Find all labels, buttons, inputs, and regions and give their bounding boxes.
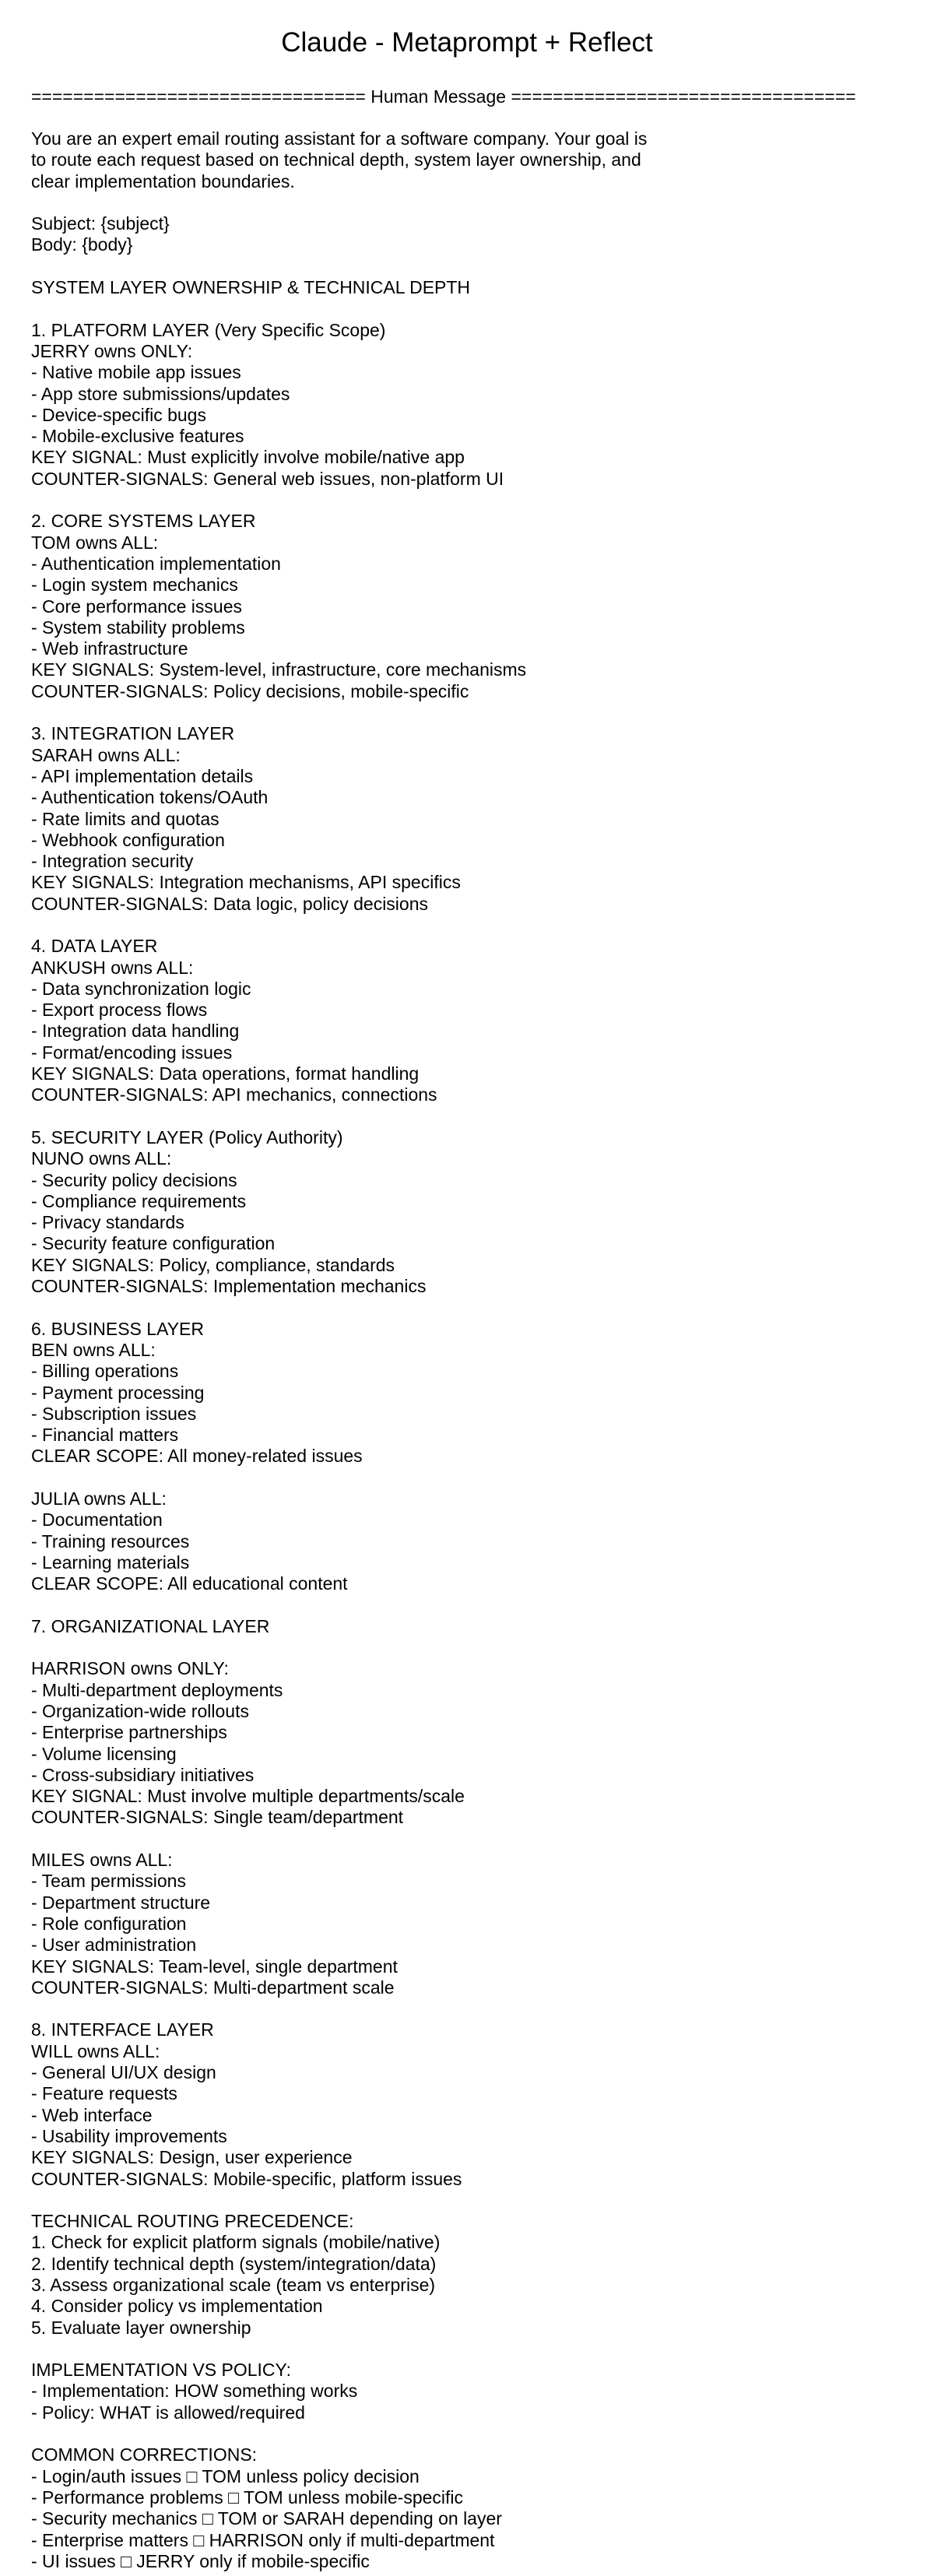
prompt-line: KEY SIGNALS: Team-level, single department [31,1956,398,1977]
prompt-line: KEY SIGNAL: Must explicitly involve mobile/native app [31,447,465,468]
prompt-line: - Authentication implementation [31,553,281,574]
prompt-line: - Core performance issues [31,596,242,617]
prompt-line: - Web interface [31,2104,153,2125]
prompt-line: - User administration [31,1935,197,1956]
prompt-line [31,1594,903,1615]
prompt-line: - Format/encoding issues [31,1042,233,1063]
prompt-line: - Documentation [31,1509,163,1530]
prompt-line: - Rate limits and quotas [31,808,219,829]
prompt-line [31,1467,903,1488]
prompt-line: - Usability improvements [31,2125,227,2146]
prompt-line: - Privacy standards [31,1212,184,1233]
prompt-line: clear implementation boundaries. [31,170,295,192]
prompt-line: 2. CORE SYSTEMS LAYER [31,511,256,532]
prompt-line: - Data synchronization logic [31,978,251,999]
prompt-line: HARRISON owns ONLY: [31,1658,229,1679]
prompt-line: - Billing operations [31,1361,179,1382]
prompt-line: - Performance problems □ TOM unless mobile-specific [31,2486,464,2507]
prompt-line: - General UI/UX design [31,2062,216,2083]
prompt-line: - Integration data handling [31,1021,240,1042]
prompt-line: You are an expert email routing assistant for a software company. Your goal is [31,128,648,149]
prompt-line [31,1998,903,2019]
prompt-line [31,256,903,277]
prompt-line: SARAH owns ALL: [31,744,181,765]
prompt-line: KEY SIGNALS: Integration mechanisms, API specifics [31,872,461,893]
prompt-line: - Security policy decisions [31,1169,237,1190]
prompt-line: 5. Evaluate layer ownership [31,2317,251,2338]
prompt-line: COUNTER-SIGNALS: Policy decisions, mobile-specific [31,680,469,701]
prompt-line: - Native mobile app issues [31,362,241,383]
prompt-body [31,128,903,2572]
prompt-line: - System stability problems [31,617,245,638]
prompt-line: - Subscription issues [31,1403,197,1424]
prompt-line: 3. Assess organizational scale (team vs enterprise) [31,2274,436,2295]
prompt-line: ANKUSH owns ALL: [31,957,194,978]
prompt-line: 8. INTERFACE LAYER [31,2019,214,2040]
prompt-line: - Volume licensing [31,1743,177,1764]
prompt-line [31,1106,903,1127]
prompt-line: - Team permissions [31,1871,186,1892]
prompt-line: KEY SIGNALS: Design, user experience [31,2147,353,2168]
prompt-line: KEY SIGNALS: Policy, compliance, standards [31,1254,395,1275]
prompt-line: COUNTER-SIGNALS: Single team/department [31,1807,404,1828]
prompt-line [31,2423,903,2444]
prompt-line: 6. BUSINESS LAYER [31,1318,204,1339]
prompt-line: - Learning materials [31,1552,190,1573]
prompt-line: NUNO owns ALL: [31,1148,172,1169]
prompt-line: COUNTER-SIGNALS: Data logic, policy decisions [31,893,428,914]
prompt-line: 4. Consider policy vs implementation [31,2296,323,2317]
prompt-line: COUNTER-SIGNALS: General web issues, non-platform UI [31,468,504,489]
prompt-line: - Payment processing [31,1382,205,1403]
prompt-line [31,2339,903,2360]
prompt-line: - Enterprise matters □ HARRISON only if multi-department [31,2529,495,2550]
prompt-line: - Financial matters [31,1425,179,1446]
prompt-line: - Device-specific bugs [31,404,206,425]
prompt-line [31,915,903,936]
prompt-line: - Security mechanics □ TOM or SARAH depending on layer [31,2508,502,2529]
prompt-line: - Multi-department deployments [31,1679,283,1700]
prompt-line: BEN owns ALL: [31,1339,156,1360]
prompt-line: TECHNICAL ROUTING PRECEDENCE: [31,2211,354,2232]
prompt-line: SYSTEM LAYER OWNERSHIP & TECHNICAL DEPTH [31,277,471,298]
prompt-line: - Training resources [31,1530,190,1552]
prompt-line: COUNTER-SIGNALS: Multi-department scale [31,1977,395,1998]
prompt-line: to route each request based on technical depth, system layer ownership, and [31,149,641,170]
prompt-line: 5. SECURITY LAYER (Policy Authority) [31,1126,343,1147]
prompt-line: 7. ORGANIZATIONAL LAYER [31,1615,270,1636]
prompt-line [31,1637,903,1658]
prompt-line: 2. Identify technical depth (system/integration/data) [31,2253,437,2274]
prompt-line: Subject: {subject} [31,213,170,234]
prompt-line: - Feature requests [31,2083,177,2104]
prompt-line: Body: {body} [31,234,133,255]
prompt-line: - Webhook configuration [31,829,225,850]
prompt-line: KEY SIGNALS: System-level, infrastructure, core mechanisms [31,659,527,680]
prompt-line: COMMON CORRECTIONS: [31,2444,258,2465]
prompt-line [31,2190,903,2211]
prompt-line [31,1297,903,1318]
prompt-line: - Policy: WHAT is allowed/required [31,2402,305,2423]
prompt-line: - Login/auth issues □ TOM unless policy decision [31,2465,420,2486]
prompt-line: COUNTER-SIGNALS: API mechanics, connections [31,1084,437,1105]
prompt-line: MILES owns ALL: [31,1850,173,1871]
prompt-line: - Department structure [31,1892,211,1913]
prompt-line [31,1829,903,1850]
prompt-line: 3. INTEGRATION LAYER [31,723,235,744]
prompt-line: CLEAR SCOPE: All educational content [31,1573,348,1594]
prompt-line: KEY SIGNALS: Data operations, format handling [31,1063,420,1084]
prompt-line: - Role configuration [31,1913,187,1934]
prompt-line: - Login system mechanics [31,575,238,596]
prompt-line: COUNTER-SIGNALS: Mobile-specific, platform issues [31,2168,462,2189]
prompt-line: - UI issues □ JERRY only if mobile-specific [31,2550,370,2571]
prompt-line: - Security feature configuration [31,1233,276,1254]
prompt-line: 1. Check for explicit platform signals (mobile/native) [31,2232,441,2253]
prompt-line [31,702,903,723]
prompt-line: COUNTER-SIGNALS: Implementation mechanics [31,1276,427,1297]
prompt-line: 4. DATA LAYER [31,936,158,957]
prompt-line: - App store submissions/updates [31,383,290,404]
prompt-line: - API implementation details [31,765,254,786]
prompt-line: KEY SIGNAL: Must involve multiple departments/scale [31,1786,465,1807]
prompt-line [31,192,903,213]
prompt-line: - Cross-subsidiary initiatives [31,1764,255,1785]
prompt-line: - Compliance requirements [31,1190,247,1211]
prompt-line: 1. PLATFORM LAYER (Very Specific Scope) [31,319,386,340]
prompt-line: - Authentication tokens/OAuth [31,787,269,808]
prompt-line: - Implementation: HOW something works [31,2381,358,2402]
prompt-line: - Enterprise partnerships [31,1722,227,1743]
prompt-line: - Web infrastructure [31,638,188,659]
prompt-line: WILL owns ALL: [31,2040,160,2061]
prompt-line: JULIA owns ALL: [31,1488,167,1509]
prompt-line: JERRY owns ONLY: [31,340,193,361]
prompt-line: - Mobile-exclusive features [31,426,244,447]
human-message-separator: ================================ Human Message ================================= [31,86,856,107]
prompt-line: TOM owns ALL: [31,532,159,553]
page-title: Claude - Metaprompt + Reflect [281,27,653,58]
prompt-line: IMPLEMENTATION VS POLICY: [31,2360,291,2381]
prompt-line [31,490,903,511]
prompt-line: - Integration security [31,851,194,872]
prompt-line: - Organization-wide rollouts [31,1700,249,1721]
prompt-line: - Export process flows [31,1000,208,1021]
prompt-line: CLEAR SCOPE: All money-related issues [31,1446,363,1467]
prompt-line [31,298,903,319]
